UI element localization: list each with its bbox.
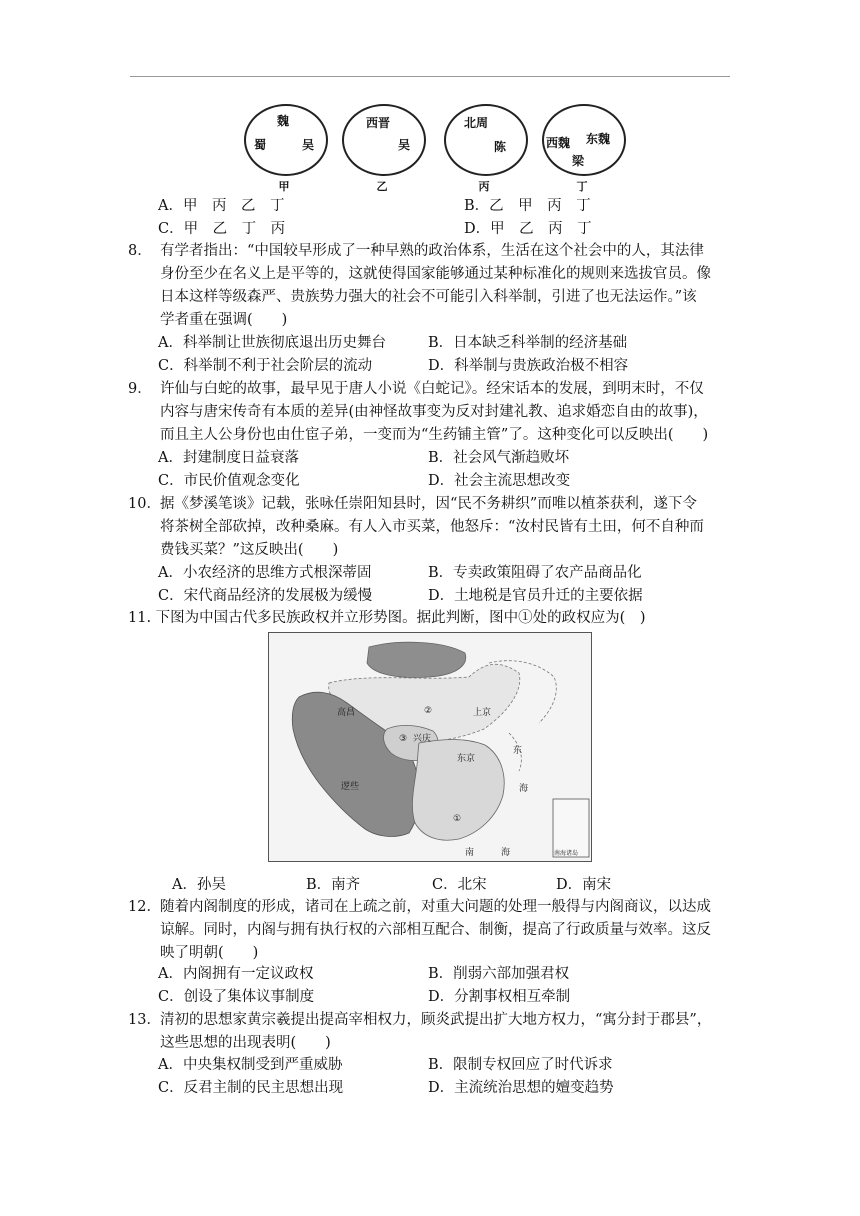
question-text: 日本这样等级森严、贵族势力强大的社会不可能引入科举制，引进了也无法运作。”该 (160, 289, 697, 305)
q10-option-d[interactable]: D．土地税是官员升迁的主要依据 (428, 588, 643, 604)
question-text: 学者重在强调( ) (160, 312, 288, 328)
map-label: 上京 (473, 708, 492, 718)
question-11-text: 11. 下图为中国古代多民族政权并立形势图。据此判断，图中①处的政权应为( ) (128, 610, 646, 626)
circle-label: 北周 (464, 116, 489, 130)
q12-option-d[interactable]: D．分割事权相互牵制 (428, 989, 571, 1005)
q11-option-d[interactable]: D．南宋 (556, 877, 612, 893)
question-number: 9． (128, 381, 152, 397)
question-text: 将茶树全部砍掉，改种桑麻。有人入市买菜，他怒斥：“汝村民皆有土田，何不自种而 (160, 519, 704, 535)
map-label: ② (424, 706, 433, 716)
q9-option-b[interactable]: B．社会风气渐趋败坏 (428, 450, 570, 466)
circle-caption: 丁 (576, 180, 588, 193)
question-text: 映了明朝( ) (160, 945, 259, 961)
question-text: 有学者指出：“中国较早形成了一种早熟的政治体系，生活在这个社会中的人，其法律 (160, 243, 704, 259)
question-number: 13． (128, 1012, 161, 1028)
map-svg (269, 633, 591, 861)
map-label: ① (453, 814, 462, 824)
q10-option-a[interactable]: A．小农经济的思维方式根深蒂固 (158, 565, 372, 581)
q12-option-b[interactable]: B．削弱六部加强君权 (428, 966, 570, 982)
q10-option-b[interactable]: B．专卖政策阻碍了农产品商品化 (428, 565, 642, 581)
q8-option-c[interactable]: C．科举制不利于社会阶层的流动 (158, 358, 373, 374)
q7-option-c[interactable]: C．甲 乙 丁 丙 (158, 221, 286, 237)
circle-bing (444, 104, 530, 196)
regime-circles-figure (238, 104, 638, 194)
question-text: 谅解。同时，内阁与拥有执行权的六部相互配合、制衡，提高了行政质量与效率。这反 (160, 922, 711, 938)
circle-yi (342, 104, 428, 196)
header-rule (130, 76, 730, 77)
circle-label: 西魏 (546, 136, 571, 150)
question-text: 随着内阁制度的形成，诸司在上疏之前，对重大问题的处理一般得与内阁商议，以达成 (160, 899, 711, 915)
q10-option-c[interactable]: C．宋代商品经济的发展极为缓慢 (158, 588, 373, 604)
q7-option-a[interactable]: A．甲 丙 乙 丁 (158, 198, 285, 214)
circle-label: 吴 (302, 138, 315, 152)
q9-option-a[interactable]: A．封建制度日益衰落 (158, 450, 299, 466)
map-label: 海 (501, 848, 511, 858)
q7-option-b[interactable]: B．乙 甲 丙 丁 (464, 198, 591, 214)
q9-option-d[interactable]: D．社会主流思想改变 (428, 473, 571, 489)
map-label: ③ (399, 734, 408, 744)
circle-ding (542, 104, 628, 196)
circle-label: 梁 (572, 154, 585, 168)
question-10 (128, 493, 740, 562)
circle-label: 吴 (398, 138, 411, 152)
question-number: 10． (128, 496, 161, 512)
question-text: 这些思想的出现表明( ) (160, 1035, 331, 1051)
question-text: 内容与唐宋传奇有本质的差异(由神怪故事变为反对封建礼教、追求婚恋自由的故事)， (160, 404, 708, 420)
q11-option-c[interactable]: C．北宋 (432, 877, 487, 893)
q12-option-c[interactable]: C．创设了集体议事制度 (158, 989, 315, 1005)
question-text: 清初的思想家黄宗羲提出提高宰相权力，顾炎武提出扩大地方权力，“寓分封于郡县”， (160, 1012, 712, 1028)
map-label: 高昌 (337, 708, 356, 718)
question-number: 8． (128, 243, 152, 259)
question-text: 据《梦溪笔谈》记载，张咏任崇阳知县时，因“民不务耕织”而唯以植茶获利，遂下令 (160, 496, 697, 512)
q8-option-a[interactable]: A．科举制让世族彻底退出历史舞台 (158, 335, 386, 351)
q13-option-d[interactable]: D．主流统治思想的嬗变趋势 (428, 1080, 614, 1096)
circle-label: 魏 (277, 114, 290, 128)
circle-label: 蜀 (254, 138, 267, 152)
map-label: 南海诸岛 (554, 850, 579, 857)
q13-option-b[interactable]: B．限制专权回应了时代诉求 (428, 1057, 613, 1073)
map-label: 逻些 (341, 782, 360, 792)
question-text: 身份至少在名义上是平等的，这就使得国家能够通过某种标准化的规则来选拔官员。像 (160, 266, 711, 282)
q11-option-b[interactable]: B．南齐 (306, 877, 361, 893)
q12-option-a[interactable]: A．内阁拥有一定议政权 (158, 966, 314, 982)
q7-option-d[interactable]: D．甲 乙 丙 丁 (464, 221, 592, 237)
q9-option-c[interactable]: C．市民价值观念变化 (158, 473, 300, 489)
question-text: 许仙与白蛇的故事，最早见于唐人小说《白蛇记》。经宋话本的发展，到明末时，不仅 (160, 381, 704, 397)
circle-label: 西晋 (366, 116, 391, 130)
map-label: 东 (513, 746, 523, 756)
question-9 (128, 378, 740, 447)
question-12 (128, 896, 740, 965)
circle-caption: 丙 (478, 180, 490, 193)
circle-label: 陈 (494, 140, 507, 154)
map-label: 海 (519, 784, 529, 794)
q8-option-d[interactable]: D．科举制与贵族政治极不相容 (428, 358, 629, 374)
circle-label: 东魏 (586, 132, 611, 146)
q8-option-b[interactable]: B．日本缺乏科举制的经济基础 (428, 335, 628, 351)
question-text: 费钱买菜？”这反映出( ) (160, 542, 339, 558)
map-label: 兴庆 (413, 734, 432, 744)
question-text: 而且主人公身份也由仕宦子弟，一变而为“生药铺主管”了。这种变化可以反映出( ) (160, 427, 709, 443)
question-13 (128, 1009, 740, 1055)
question-number: 12． (128, 899, 161, 915)
map-label: 东京 (457, 754, 476, 764)
q11-option-a[interactable]: A．孙吴 (172, 877, 226, 893)
q13-option-c[interactable]: C．反君主制的民主思想出现 (158, 1080, 344, 1096)
q13-option-a[interactable]: A．中央集权制受到严重威胁 (158, 1057, 343, 1073)
map-label: 南 (465, 848, 475, 858)
circle-caption: 甲 (278, 180, 290, 193)
regime-map (268, 632, 592, 862)
circle-caption: 乙 (376, 180, 388, 193)
question-8 (128, 240, 740, 332)
circle-jia (244, 104, 330, 196)
